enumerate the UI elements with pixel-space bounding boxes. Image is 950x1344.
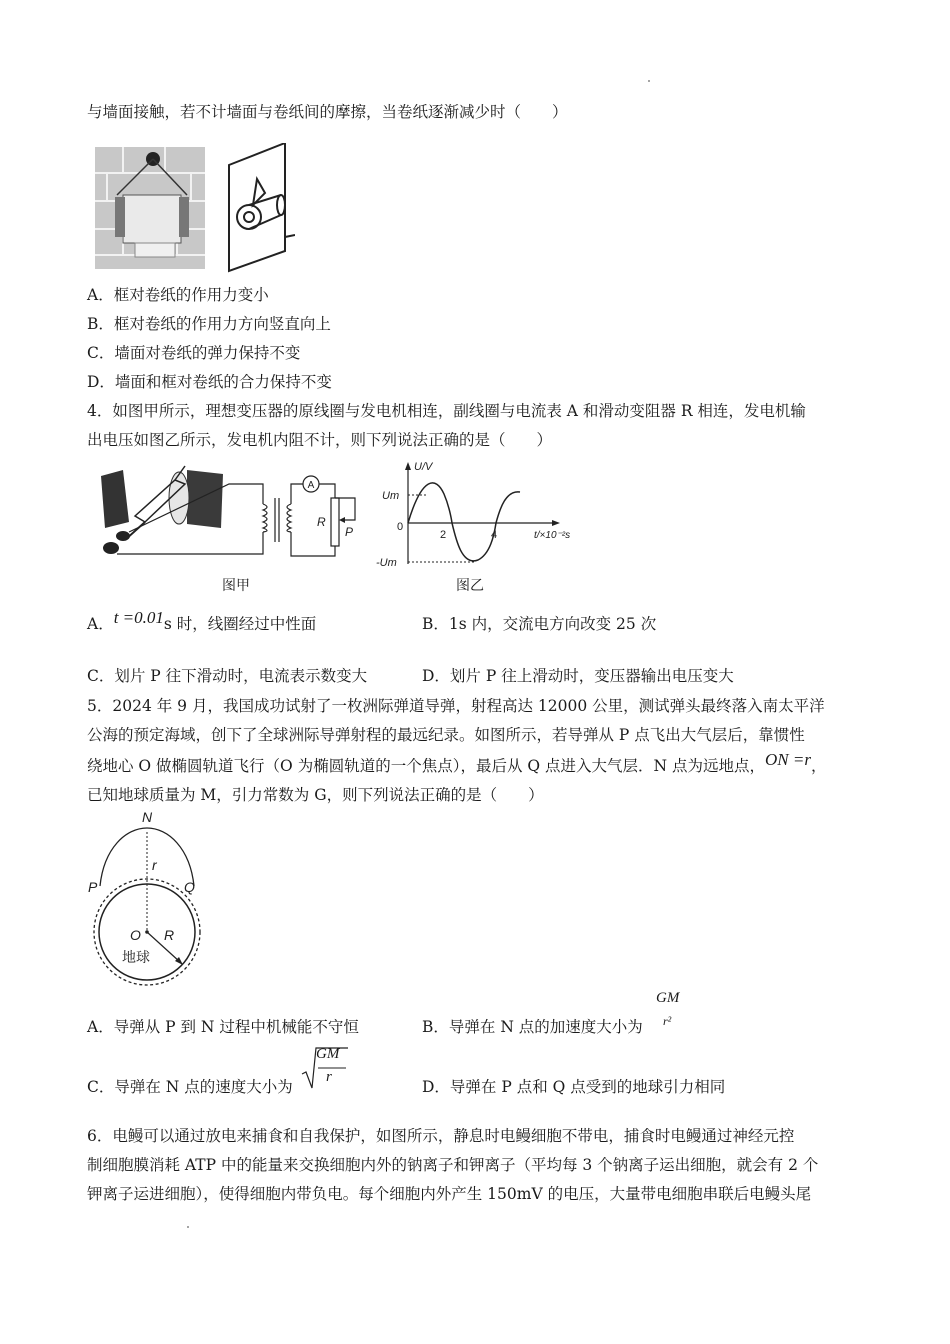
q5-option-b-den: r² xyxy=(663,1014,672,1028)
scan-speck xyxy=(187,1226,189,1228)
q3-figure xyxy=(95,143,295,275)
q4-graph-xlabel: t/×10⁻²s xyxy=(534,530,571,541)
q5-label-o: O xyxy=(130,927,141,943)
q4-slider-label: P xyxy=(345,525,354,539)
q4-graph-tick-4: 4 xyxy=(491,529,498,541)
q5-stem-line3-text: 绕地心 O 做椭圆轨道飞行（O 为椭圆轨道的一个焦点），最后从 Q 点进入大气层．N 点为远地点， xyxy=(87,757,765,775)
q6-stem-line1: 6．电鳗可以通过放电来捕食和自我保护，如图所示，静息时电鳗细胞不带电，捕食时电鳗通过神经元控 xyxy=(87,1127,795,1145)
q4-option-a-suffix: s 时，线圈经过中性面 xyxy=(163,615,317,633)
q4-figure-graph xyxy=(370,456,595,574)
q3-stem-tail: 与墙面接触，若不计墙面与卷纸间的摩擦，当卷纸逐渐减少时（ ） xyxy=(87,103,568,121)
q6-stem-line2: 制细胞膜消耗 ATP 中的能量来交换细胞内外的钠离子和钾离子（平均每 3 个钠离子运出细胞，就会有 2 个 xyxy=(87,1156,819,1174)
q3-option-c: C．墙面对卷纸的弹力保持不变 xyxy=(87,344,301,362)
q4-resistor-label: R xyxy=(317,515,326,529)
q5-label-p: P xyxy=(88,879,98,895)
q4-graph-tick-2: 2 xyxy=(440,529,447,541)
q5-label-q: Q xyxy=(184,879,195,895)
q4-graph-umax: Um xyxy=(382,490,400,502)
q4-fig-left-caption: 图甲 xyxy=(222,578,250,594)
q3-option-b: B．框对卷纸的作用力方向竖直向上 xyxy=(87,315,331,333)
q5-stem-line4: 已知地球质量为 M，引力常数为 G，则下列说法正确的是（ ） xyxy=(87,786,544,804)
q4-figure-generator xyxy=(95,462,365,572)
q4-option-b: B．1s 内，交流电方向改变 25 次 xyxy=(422,615,657,633)
q4-stem-line1: 4．如图甲所示，理想变压器的原线圈与发电机相连，副线圈与电流表 A 和滑动变阻器 R 相连，发电机输 xyxy=(87,402,806,420)
q5-option-a: A．导弹从 P 到 N 过程中机械能不守恒 xyxy=(87,1018,359,1036)
q4-option-a xyxy=(87,608,317,634)
q4-option-a-prefix: A． xyxy=(87,615,114,633)
q5-stem-line3 xyxy=(87,750,827,776)
q5-option-d: D．导弹在 P 点和 Q 点受到的地球引力相同 xyxy=(422,1078,726,1096)
q5-figure-orbit xyxy=(86,810,208,990)
q6-stem-line3: 钾离子运进细胞），使得细胞内带负电。每个细胞内外产生 150mV 的电压，大量带电细胞串联后电鳗头尾 xyxy=(87,1185,812,1203)
q5-option-c-den: r xyxy=(326,1069,332,1085)
q4-graph-ylabel: U/V xyxy=(414,461,433,473)
q5-stem-line3-end: ， xyxy=(810,757,827,775)
q5-stem-line1: 5．2024 年 9 月，我国成功试射了一枚洲际弹道导弹，射程高达 12000 公里，测试弹头最终落入南太平洋 xyxy=(87,697,825,715)
q5-label-n: N xyxy=(142,810,153,825)
q4-option-c: C．划片 P 往下滑动时，电流表示数变大 xyxy=(87,667,368,685)
q5-option-b: B．导弹在 N 点的加速度大小为 xyxy=(422,1018,643,1036)
q4-fig-right-caption: 图乙 xyxy=(456,578,484,594)
q3-sketch xyxy=(229,143,295,271)
q5-label-r-small: r xyxy=(152,857,157,873)
q5-option-b-num: GM xyxy=(656,990,680,1006)
q3-option-d: D．墙面和框对卷纸的合力保持不变 xyxy=(87,373,332,391)
q5-stem-line2: 公海的预定海域，创下了全球洲际导弹射程的最远纪录。如图所示，若导弹从 P 点飞出大气层后，靠惯性 xyxy=(87,726,805,744)
q3-photo-wall xyxy=(95,147,205,269)
q4-option-d: D．划片 P 往上滑动时，变压器输出电压变大 xyxy=(422,667,734,685)
q5-label-earth: 地球 xyxy=(122,949,150,965)
q5-option-c: C．导弹在 N 点的速度大小为 xyxy=(87,1078,293,1096)
q3-option-a: A．框对卷纸的作用力变小 xyxy=(87,286,269,304)
q4-graph-umin: -Um xyxy=(376,557,397,569)
scan-speck xyxy=(648,80,650,82)
q5-option-c-num: GM xyxy=(316,1046,340,1062)
q5-stem-line3-math: ON =r xyxy=(765,750,811,769)
q4-stem-line2: 出电压如图乙所示，发电机内阻不计，则下列说法正确的是（ ） xyxy=(87,431,553,449)
q5-label-r-big: R xyxy=(164,927,175,943)
q4-graph-origin: 0 xyxy=(397,521,404,533)
q4-option-a-math: t =0.01 xyxy=(113,608,164,627)
q4-ammeter-label: A xyxy=(307,480,315,491)
